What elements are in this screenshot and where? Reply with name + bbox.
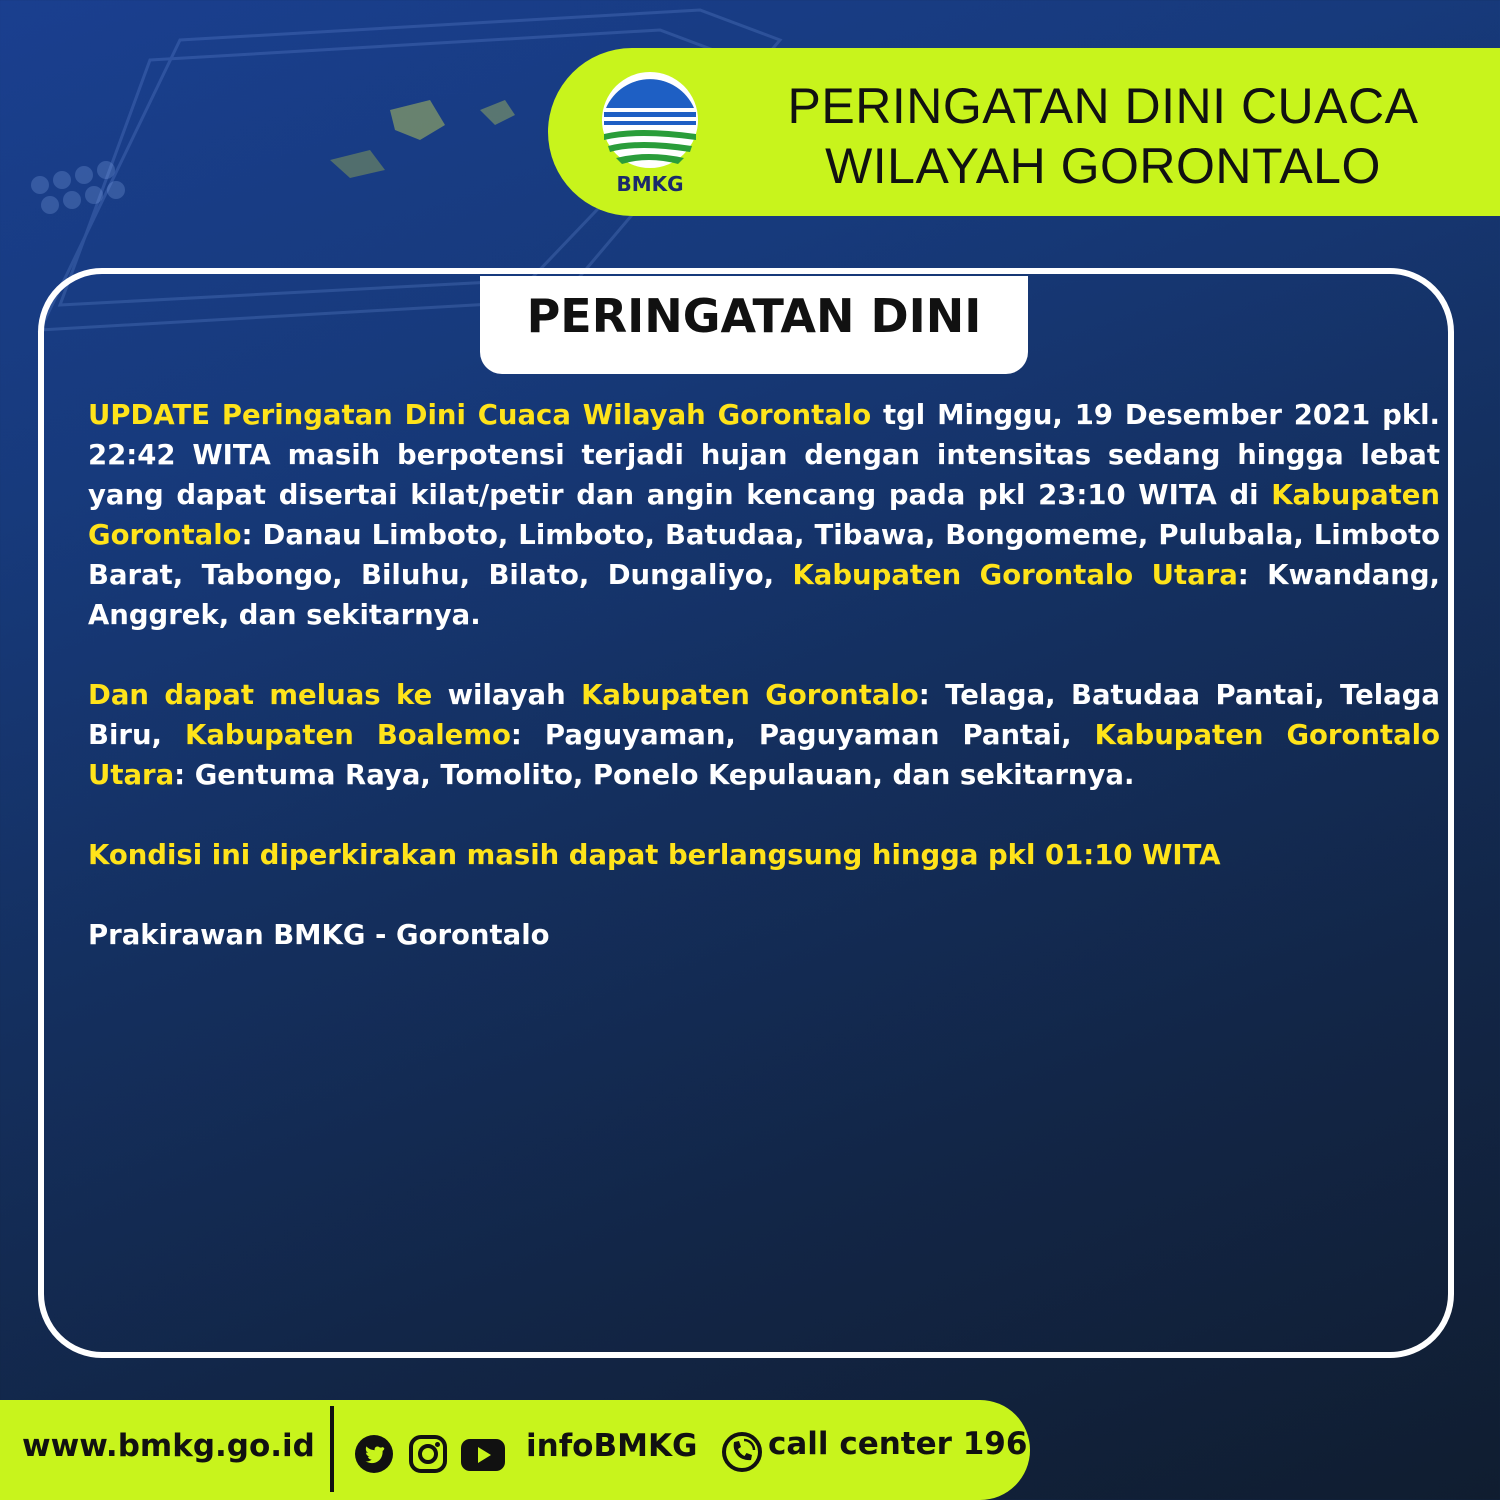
title-line-1: PERINGATAN DINI CUACA [787, 78, 1419, 134]
highlight-text: Kabupaten Gorontalo [581, 679, 919, 711]
highlight-text: UPDATE Peringatan Dini Cuaca Wilayah Gorontalo [88, 399, 872, 431]
highlight-text: Kabupaten Gorontalo Utara [792, 559, 1238, 591]
panel-tab-title: PERINGATAN DINI [480, 276, 1028, 374]
title-line-2: WILAYAH GORONTALO [825, 138, 1381, 194]
footer-bar [0, 1400, 1030, 1500]
header-banner [548, 48, 1500, 216]
body-text: : Telaga, Batudaa Pantai, Telaga Biru, [88, 679, 1440, 751]
warning-content [88, 395, 1440, 995]
body-text: : Danau Limboto, Limboto, Batudaa, Tibawa, Bongomeme, Pulubala, Limboto Barat, Tabongo, Biluhu, Bilato, Dungaliyo, [88, 519, 1440, 591]
youtube-icon[interactable] [460, 1438, 506, 1472]
phone-icon[interactable] [720, 1430, 764, 1474]
body-text: tgl Minggu, 19 Desember 2021 pkl. 22:42 WITA masih berpotensi terjadi hujan dengan intensitas sedang hingga lebat yang dapat disertai kilat/petir dan angin kencang pada pkl 23:10 WITA di [88, 399, 1440, 511]
body-text: : Kwandang, Anggrek, dan sekitarnya. [88, 559, 1440, 631]
body-text: : Paguyaman, Paguyaman Pantai, [510, 719, 1095, 751]
social-handle[interactable]: infoBMKG [526, 1428, 698, 1464]
paragraph-duration: Kondisi ini diperkirakan masih dapat berlangsung hingga pkl 01:10 WITA [88, 839, 1221, 871]
highlight-text: Kabupaten Gorontalo [88, 479, 1440, 551]
highlight-text: Dan dapat meluas ke [88, 679, 433, 711]
highlight-text: Kabupaten Gorontalo Utara [88, 719, 1440, 791]
body-text: wilayah [432, 679, 582, 711]
paragraph-extension [88, 675, 1440, 795]
highlight-text: Kabupaten Boalemo [185, 719, 511, 751]
logo-text: BMKG [616, 172, 684, 196]
body-text: : Gentuma Raya, Tomolito, Ponelo Kepulauan, dan sekitarnya. [174, 759, 1135, 791]
twitter-icon[interactable] [354, 1434, 394, 1474]
call-center-text[interactable]: call center 196 [768, 1426, 1028, 1462]
website-link[interactable]: www.bmkg.go.id [22, 1428, 315, 1464]
paragraph-update [88, 395, 1440, 635]
bmkg-logo-icon [598, 68, 702, 172]
bmkg-logo [598, 68, 702, 198]
footer-divider [330, 1406, 334, 1492]
paragraph-signature: Prakirawan BMKG - Gorontalo [88, 919, 550, 951]
instagram-icon[interactable] [408, 1434, 448, 1474]
page-title [778, 76, 1428, 196]
